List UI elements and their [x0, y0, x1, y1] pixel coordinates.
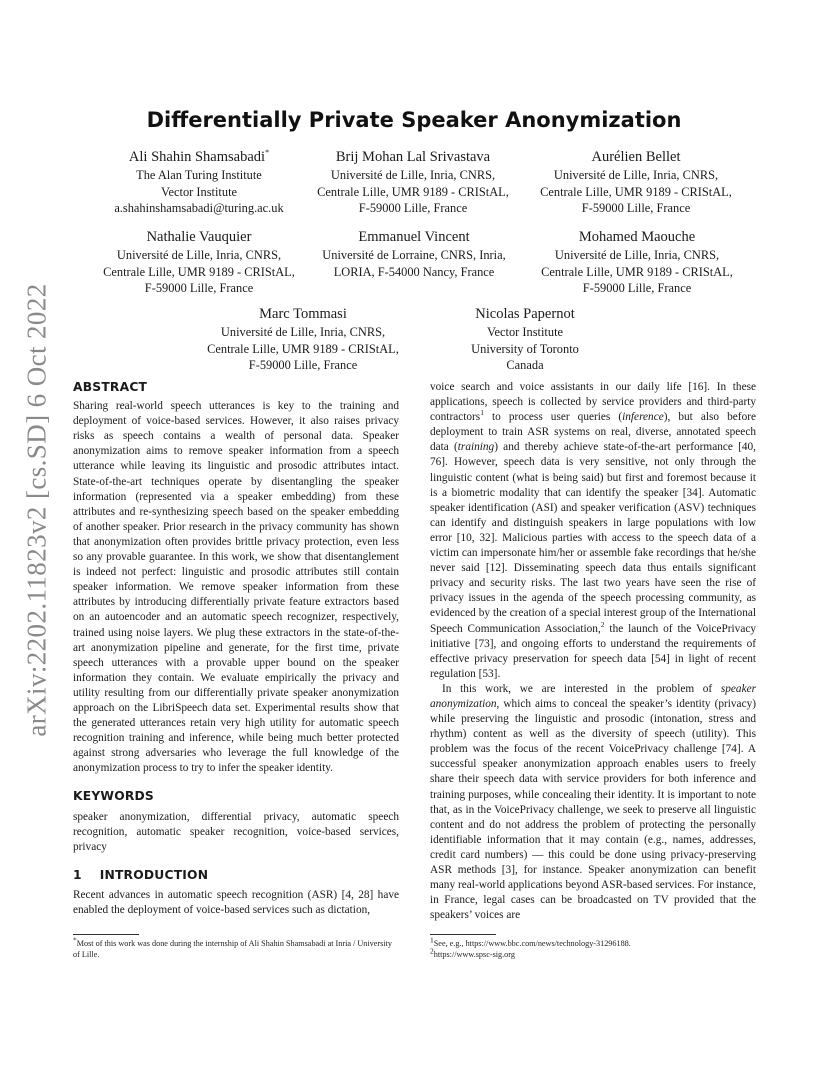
abstract-text: Sharing real-world speech utterances is key to the training and deployment of voice-based services. However, it also raises privacy risks as speech contains a wealth of personal data. Speaker anonymization aims to remove speaker information from a speech utterance while leaving its linguistic and prosodic attributes intact. State-of-the-art techniques operate by disentangling the speaker information (represented via a speaker embedding) from these attributes and re-synthesizing speech based on the speaker embedding of another speaker. Prior research in the privacy community has shown that anonymization often provides brittle privacy protection, even less so any provable guarantee. In this work, we show that disentanglement is indeed not perfect: linguistic and prosodic attributes still contain speaker information. We remove speaker information from these attributes by introducing differentially private feature extractors based on an autoencoder and an automatic speech recognizer, respectively, trained using noise layers. We plug these extractors in the state-of-the-art anonymization pipeline and generate, for the first time, private speech utterances with a provable upper bound on the speaker information they contain. We evaluate empirically the privacy and utility resulting from our differentially private speaker anonymization approach on the LibriSpeech data set. Experimental results show that the generated utterances retain very high utility for automatic speech recognition training and inference, while being much better protected against strong adversaries who leverage the full knowledge of the anonymization process to try to infer the speaker identity. — [73, 400, 399, 775]
author-affiliation: Canada — [506, 358, 544, 372]
author-block — [525, 148, 747, 217]
author-affiliation: Université de Lille, Inria, CNRS, — [330, 168, 496, 182]
author-block — [303, 228, 525, 280]
author-block — [521, 228, 753, 297]
author-affiliation: F-59000 Lille, France — [358, 201, 468, 215]
author-affiliation: University of Toronto — [471, 341, 579, 356]
arxiv-identifier-stamp — [21, 283, 52, 737]
arxiv-stamp-text: arXiv:2202.11823v2 [cs.SD] 6 Oct 2022 — [21, 283, 52, 737]
footnote-item: $^2$https://www.spsc-sig.org — [430, 946, 515, 959]
author-affiliation: Université de Lille, Inria, CNRS, — [116, 248, 282, 262]
author-affiliation: Centrale Lille, UMR 9189 - CRIStAL, — [103, 264, 295, 279]
author-name: Nathalie Vauquier — [146, 229, 252, 245]
author-block — [414, 305, 636, 374]
footnote-right — [430, 935, 756, 960]
author-affiliation: F-59000 Lille, France — [581, 201, 691, 215]
left-column — [73, 380, 399, 918]
author-affiliation: Centrale Lille, UMR 9189 - CRIStAL, — [541, 264, 733, 279]
author-affiliation: Vector Institute — [486, 325, 564, 339]
footnote-rule — [430, 934, 496, 935]
paper-title: Differentially Private Speaker Anonymization — [146, 108, 682, 132]
introduction-heading — [73, 868, 399, 883]
footnote-ref: 2 — [600, 619, 605, 629]
author-affiliation: Université de Lille, Inria, CNRS, — [554, 248, 720, 262]
author-affiliation: Université de Lorraine, CNRS, Inria, — [322, 248, 506, 262]
author-affiliation: Université de Lille, Inria, CNRS, — [553, 168, 719, 182]
introduction-left-text: Recent advances in automatic speech recognition (ASR) [4, 28] have enabled the deployment of voice-based services such as dictation, — [73, 888, 399, 916]
author-affiliation: Centrale Lille, UMR 9189 - CRIStAL, — [207, 341, 399, 356]
footnote-ref: 1 — [480, 408, 484, 418]
author-name: Nicolas Papernot — [475, 306, 575, 322]
section-title: INTRODUCTION — [99, 867, 209, 882]
author-affiliation: F-59000 Lille, France — [582, 281, 692, 295]
author-affiliation: F-59000 Lille, France — [144, 281, 254, 295]
author-affiliation: Vector Institute — [160, 184, 238, 199]
footnote-item: $^1$See, e.g., https://www.bbc.com/news/technology-31296188. — [430, 935, 631, 948]
author-affiliation: Centrale Lille, UMR 9189 - CRIStAL, — [317, 184, 509, 199]
author-footnote-mark: * — [265, 148, 270, 158]
author-block — [302, 148, 524, 217]
author-name: Ali Shahin Shamsabadi* — [128, 148, 270, 165]
author-affiliation: Centrale Lille, UMR 9189 - CRIStAL, — [540, 184, 732, 199]
author-block — [80, 228, 318, 297]
abstract-heading: ABSTRACT — [73, 380, 148, 394]
introduction-paragraph-1: voice search and voice assistants in our daily life [16]. In these applications, speech is collected by service providers and third-party contractors$^1$ to process user queries (inference), but also before deployment to train ASR systems on real, diverse, annotated speech data (training) and thereby achieve state-of-the-art performance [40, 76]. However, speech data is very sensitive, not only through the linguistic content (what is being said) but first and foremost because it is a biometric modality that can identify the speaker [34]. Automatic speaker identification (ASI) and speaker verification (ASV) techniques can identify and distinguish speakers in large populations with low error [10, 32]. Malicious parties with access to the speech data of a victim can impersonate him/her or assemble fake recordings that he/she never said [12]. Disseminating speech data thus entails significant privacy and security risks. The last two years have seen the rise of privacy issues in the agenda of the speech processing community, as evidenced by the creation of a special interest group of the International Speech Communication Association,$^2$ the launch of the VoicePrivacy initiative [73], and ongoing efforts to understand the requirements of effective privacy preservation for speech data [54] in light of recent regulation [53]. — [430, 381, 757, 680]
footnote-left: *Most of this work was done during the internship of Ali Shahin Shamsabadi at Inria / University of Lille. — [73, 935, 392, 959]
author-block — [88, 148, 310, 217]
introduction-paragraph-2: In this work, we are interested in the problem of speaker anonymization, which aims to conceal the speaker’s identity (privacy) while preserving the linguistic and prosodic (intonation, stress and rhythm) content as well as the diversity of speech (utility). This problem was the focus of the recent VoicePrivacy challenge [74]. A successful speaker anonymization approach enables users to freely share their speech data with service providers for both inference and training purposes, while concealing their identity. It is important to note that, as in the VoicePrivacy challenge, we seek to preserve all linguistic content and do not address the problem of protecting the personally identifiable information that it may contain (e.g., names, addresses, credit card numbers) — this could be done using privacy-preserving ASR methods [3], for instance. Speaker anonymization can benefit many real-world applications beyond ASR-based services. For instance, in France, legal cases can be broadcasted on TV provided that the speakers’ voices are — [430, 682, 756, 922]
author-name: Marc Tommasi — [259, 306, 347, 322]
author-name: Aurélien Bellet — [591, 149, 681, 165]
author-affiliation: LORIA, F-54000 Nancy, France — [333, 264, 495, 279]
keywords-text: speaker anonymization, differential privacy, automatic speech recognition, automatic speaker recognition, voice-based services, privacy — [73, 810, 399, 853]
author-name: Mohamed Maouche — [578, 229, 696, 245]
author-affiliation: Université de Lille, Inria, CNRS, — [220, 325, 386, 339]
author-block — [192, 305, 414, 374]
author-affiliation: F-59000 Lille, France — [248, 358, 358, 372]
author-name: Brij Mohan Lal Srivastava — [335, 149, 491, 165]
right-column — [430, 380, 756, 923]
author-affiliation: The Alan Turing Institute — [136, 168, 262, 182]
author-name: Emmanuel Vincent — [358, 229, 470, 245]
author-email: a.shahinshamsabadi@turing.ac.uk — [114, 201, 284, 215]
keywords-heading: KEYWORDS — [73, 789, 154, 804]
footnote-rule — [73, 934, 139, 935]
section-number: 1 — [73, 867, 82, 882]
